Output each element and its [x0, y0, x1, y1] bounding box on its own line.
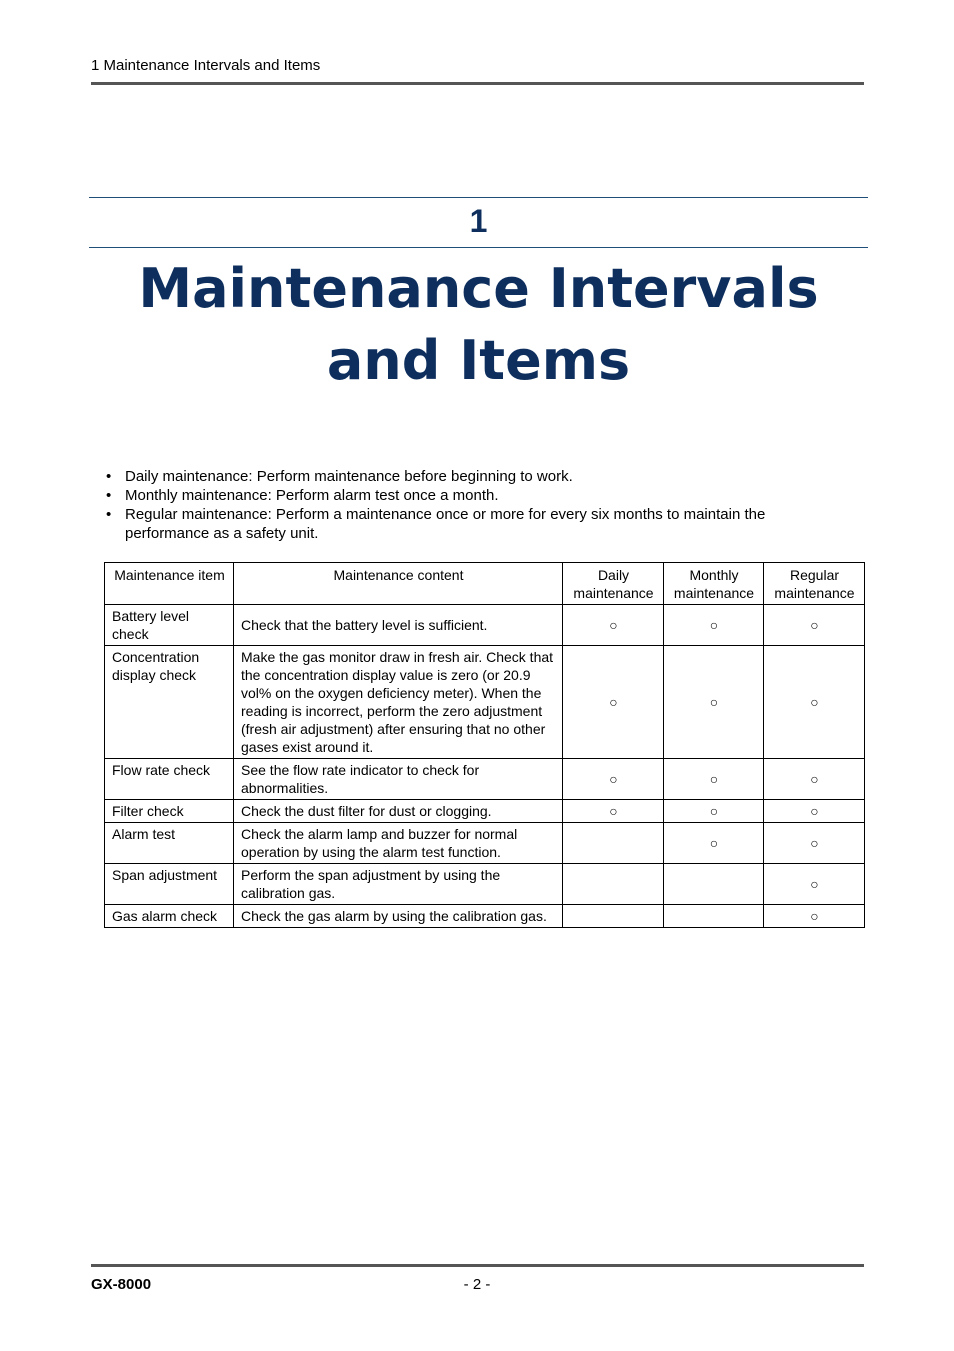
cell-monthly: ○: [664, 646, 764, 759]
bullet-daily: • Daily maintenance: Perform maintenance before beginning to work.: [106, 467, 846, 486]
cell-content: Check the gas alarm by using the calibration gas.: [234, 905, 563, 928]
header-rule: [91, 82, 864, 85]
header-item: Maintenance item: [105, 563, 234, 605]
interval-definitions: [106, 467, 846, 543]
cell-monthly: [664, 864, 764, 905]
table-row: [105, 800, 865, 823]
cell-content: Check the dust filter for dust or clogging.: [234, 800, 563, 823]
running-header: 1 Maintenance Intervals and Items: [91, 57, 321, 74]
cell-content: Perform the span adjustment by using the calibration gas.: [234, 864, 563, 905]
cell-content: Check the alarm lamp and buzzer for normal operation by using the alarm test function.: [234, 823, 563, 864]
chapter-rule-top: [89, 197, 868, 198]
bullet-regular: • Regular maintenance: Perform a maintenance once or more for every six months to maintain the performance as a safety unit.: [106, 505, 846, 543]
cell-regular: ○: [764, 800, 865, 823]
cell-content: Check that the battery level is sufficient.: [234, 605, 563, 646]
cell-daily: ○: [563, 759, 664, 800]
cell-daily: [563, 905, 664, 928]
cell-daily: ○: [563, 605, 664, 646]
footer-model: GX-8000: [91, 1276, 152, 1293]
cell-item: Flow rate check: [105, 759, 234, 800]
table-row: [105, 605, 865, 646]
cell-item: Span adjustment: [105, 864, 234, 905]
header-monthly: Monthly maintenance: [664, 563, 764, 605]
bullet-monthly: • Monthly maintenance: Perform alarm test once a month.: [106, 486, 846, 505]
cell-regular: ○: [764, 905, 865, 928]
cell-item: Battery level check: [105, 605, 234, 646]
table-row: [105, 823, 865, 864]
cell-regular: ○: [764, 823, 865, 864]
cell-daily: [563, 823, 664, 864]
cell-regular: ○: [764, 759, 865, 800]
cell-item: Alarm test: [105, 823, 234, 864]
cell-regular: ○: [764, 605, 865, 646]
cell-content: Make the gas monitor draw in fresh air. Check that the concentration display value is zero (or 20.9 vol% on the oxygen deficiency meter). When the reading is incorrect, perform the zero adjustment (fresh air adjustment) after ensuring that no other gases exist around it.: [234, 646, 563, 759]
cell-content: See the flow rate indicator to check for abnormalities.: [234, 759, 563, 800]
cell-daily: ○: [563, 800, 664, 823]
chapter-number: 1: [469, 203, 488, 239]
chapter-rule-bottom: [89, 247, 868, 248]
cell-monthly: ○: [664, 823, 764, 864]
cell-daily: [563, 864, 664, 905]
maintenance-table: [104, 562, 865, 928]
table-row: [105, 864, 865, 905]
footer-rule: [91, 1264, 864, 1267]
cell-monthly: ○: [664, 759, 764, 800]
cell-item: Filter check: [105, 800, 234, 823]
table-row: [105, 759, 865, 800]
cell-monthly: [664, 905, 764, 928]
chapter-title: Maintenance Intervals and Items: [138, 257, 819, 392]
page-number: - 2 -: [463, 1276, 491, 1293]
cell-item: Concentration display check: [105, 646, 234, 759]
table-row: [105, 646, 865, 759]
header-content: Maintenance content: [234, 563, 563, 605]
cell-regular: ○: [764, 646, 865, 759]
cell-monthly: ○: [664, 800, 764, 823]
cell-daily: ○: [563, 646, 664, 759]
cell-monthly: ○: [664, 605, 764, 646]
header-daily: Daily maintenance: [563, 563, 664, 605]
header-regular: Regular maintenance: [764, 563, 865, 605]
cell-item: Gas alarm check: [105, 905, 234, 928]
table-row: [105, 905, 865, 928]
table-header-row: [105, 563, 865, 605]
cell-regular: ○: [764, 864, 865, 905]
